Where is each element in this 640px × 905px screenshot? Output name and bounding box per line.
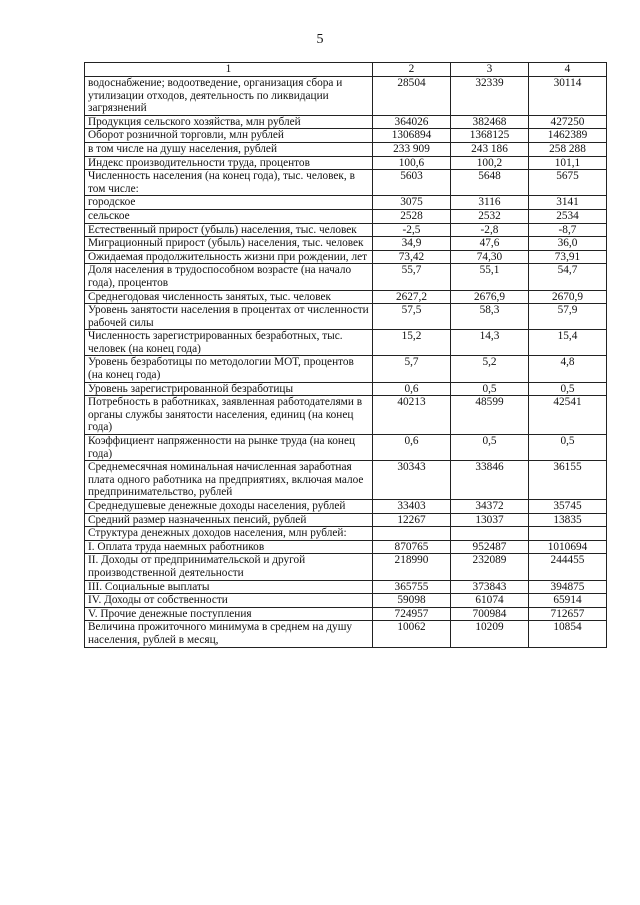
table-row (85, 621, 607, 647)
row-value: 3141 (529, 196, 607, 210)
row-value: 15,2 (373, 330, 451, 356)
row-label: I. Оплата труда наемных работников (85, 540, 373, 554)
row-value: 364026 (373, 115, 451, 129)
row-value: -8,7 (529, 223, 607, 237)
row-label: Численность зарегистрированных безработных, тыс. человек (на конец года) (85, 330, 373, 356)
row-value: 232089 (451, 554, 529, 580)
row-label: Среднегодовая численность занятых, тыс. человек (85, 290, 373, 304)
table-row (85, 250, 607, 264)
row-value: 724957 (373, 607, 451, 621)
row-label: Потребность в работниках, заявленная работодателями в органы службы занятости населения, единиц (на конец года) (85, 396, 373, 435)
row-label: II. Доходы от предпринимательской и другой производственной деятельности (85, 554, 373, 580)
row-value: 34372 (451, 500, 529, 514)
statistics-table (84, 62, 607, 648)
row-label: Коэффициент напряженности на рынке труда (на конец года) (85, 435, 373, 461)
row-value: 1368125 (451, 129, 529, 143)
row-value: 2670,9 (529, 290, 607, 304)
row-value: 258 288 (529, 142, 607, 156)
row-label: Естественный прирост (убыль) населения, тыс. человек (85, 223, 373, 237)
row-value: 10062 (373, 621, 451, 647)
row-value: 0,5 (529, 382, 607, 396)
row-label: Среднедушевые денежные доходы населения, рублей (85, 500, 373, 514)
row-value: -2,8 (451, 223, 529, 237)
row-value: 12267 (373, 513, 451, 527)
row-value: 0,5 (451, 382, 529, 396)
row-label: водоснабжение; водоотведение, организация сбора и утилизации отходов, деятельность по ликвидации загрязнений (85, 77, 373, 116)
table-row (85, 196, 607, 210)
row-value: -2,5 (373, 223, 451, 237)
row-value: 5675 (529, 170, 607, 196)
row-value: 13037 (451, 513, 529, 527)
table-row (85, 607, 607, 621)
table-row (85, 382, 607, 396)
table-row (85, 223, 607, 237)
row-value: 101,1 (529, 156, 607, 170)
row-value: 218990 (373, 554, 451, 580)
table-row (85, 554, 607, 580)
table-row (85, 356, 607, 382)
table-row (85, 435, 607, 461)
row-value: 2627,2 (373, 290, 451, 304)
row-value: 952487 (451, 540, 529, 554)
row-value: 427250 (529, 115, 607, 129)
column-header: 1 (85, 63, 373, 77)
table-body (85, 77, 607, 648)
table-row (85, 237, 607, 251)
row-value: 33846 (451, 461, 529, 500)
table-row (85, 330, 607, 356)
row-value: 30343 (373, 461, 451, 500)
table-row (85, 156, 607, 170)
table-row (85, 129, 607, 143)
row-value: 870765 (373, 540, 451, 554)
row-label: Оборот розничной торговли, млн рублей (85, 129, 373, 143)
row-value: 57,5 (373, 304, 451, 330)
row-label: Среднемесячная номинальная начисленная заработная плата одного работника на предприятиях, включая малое предпринимательство, рублей (85, 461, 373, 500)
row-value: 3116 (451, 196, 529, 210)
row-value: 42541 (529, 396, 607, 435)
row-label: Средний размер назначенных пенсий, рублей (85, 513, 373, 527)
row-value: 712657 (529, 607, 607, 621)
row-value: 48599 (451, 396, 529, 435)
row-value: 5603 (373, 170, 451, 196)
row-value: 73,42 (373, 250, 451, 264)
column-header: 3 (451, 63, 529, 77)
row-value: 243 186 (451, 142, 529, 156)
row-value: 47,6 (451, 237, 529, 251)
row-label: Структура денежных доходов населения, млн рублей: (85, 527, 373, 541)
row-label: Ожидаемая продолжительность жизни при рождении, лет (85, 250, 373, 264)
row-label: Величина прожиточного минимума в среднем на душу населения, рублей в месяц, (85, 621, 373, 647)
row-value (529, 527, 607, 541)
row-value: 30114 (529, 77, 607, 116)
row-value: 373843 (451, 580, 529, 594)
row-label: Доля населения в трудоспособном возрасте (на начало года), процентов (85, 264, 373, 290)
table-row (85, 264, 607, 290)
row-value: 3075 (373, 196, 451, 210)
row-label: Численность населения (на конец года), тыс. человек, в том числе: (85, 170, 373, 196)
row-value (373, 527, 451, 541)
row-value: 0,6 (373, 435, 451, 461)
row-value: 59098 (373, 594, 451, 608)
row-label: Индекс производительности труда, процентов (85, 156, 373, 170)
row-value: 244455 (529, 554, 607, 580)
row-value: 1306894 (373, 129, 451, 143)
table-row (85, 527, 607, 541)
row-value: 233 909 (373, 142, 451, 156)
table-row (85, 142, 607, 156)
row-value: 10209 (451, 621, 529, 647)
row-value: 36,0 (529, 237, 607, 251)
row-value: 0,6 (373, 382, 451, 396)
table-row (85, 304, 607, 330)
row-value: 34,9 (373, 237, 451, 251)
row-value: 700984 (451, 607, 529, 621)
table-row (85, 461, 607, 500)
row-value: 10854 (529, 621, 607, 647)
table-row (85, 594, 607, 608)
row-value: 40213 (373, 396, 451, 435)
row-value: 2528 (373, 209, 451, 223)
row-label: Продукция сельского хозяйства, млн рублей (85, 115, 373, 129)
row-value: 55,7 (373, 264, 451, 290)
column-header: 4 (529, 63, 607, 77)
row-value: 58,3 (451, 304, 529, 330)
row-value: 35745 (529, 500, 607, 514)
row-label: IV. Доходы от собственности (85, 594, 373, 608)
row-value: 2534 (529, 209, 607, 223)
column-header: 2 (373, 63, 451, 77)
row-value: 5648 (451, 170, 529, 196)
row-value: 28504 (373, 77, 451, 116)
row-label: III. Социальные выплаты (85, 580, 373, 594)
row-value: 0,5 (529, 435, 607, 461)
row-value: 14,3 (451, 330, 529, 356)
row-label: Уровень безработицы по методологии МОТ, процентов (на конец года) (85, 356, 373, 382)
row-value: 13835 (529, 513, 607, 527)
row-value: 5,7 (373, 356, 451, 382)
row-value: 33403 (373, 500, 451, 514)
row-value: 36155 (529, 461, 607, 500)
table-row (85, 500, 607, 514)
table-row (85, 115, 607, 129)
row-value: 1462389 (529, 129, 607, 143)
row-value: 65914 (529, 594, 607, 608)
row-value: 5,2 (451, 356, 529, 382)
row-label: сельское (85, 209, 373, 223)
table-row (85, 513, 607, 527)
row-value: 32339 (451, 77, 529, 116)
row-value: 100,6 (373, 156, 451, 170)
row-value: 15,4 (529, 330, 607, 356)
row-value: 394875 (529, 580, 607, 594)
page-number: 5 (316, 32, 324, 47)
table-row (85, 540, 607, 554)
row-value: 100,2 (451, 156, 529, 170)
row-label: Уровень зарегистрированной безработицы (85, 382, 373, 396)
row-value: 365755 (373, 580, 451, 594)
row-label: V. Прочие денежные поступления (85, 607, 373, 621)
table-row (85, 209, 607, 223)
row-value: 57,9 (529, 304, 607, 330)
row-value: 54,7 (529, 264, 607, 290)
row-value: 2532 (451, 209, 529, 223)
table-row (85, 580, 607, 594)
table-row (85, 396, 607, 435)
row-value: 2676,9 (451, 290, 529, 304)
table-header-row (85, 63, 607, 77)
table-row (85, 290, 607, 304)
table-row (85, 77, 607, 116)
row-label: Уровень занятости населения в процентах от численности рабочей силы (85, 304, 373, 330)
row-value: 74,30 (451, 250, 529, 264)
row-value: 4,8 (529, 356, 607, 382)
row-value: 1010694 (529, 540, 607, 554)
row-value: 73,91 (529, 250, 607, 264)
row-value: 61074 (451, 594, 529, 608)
row-label: городское (85, 196, 373, 210)
row-label: Миграционный прирост (убыль) населения, тыс. человек (85, 237, 373, 251)
row-label: в том числе на душу населения, рублей (85, 142, 373, 156)
row-value: 55,1 (451, 264, 529, 290)
row-value: 382468 (451, 115, 529, 129)
row-value: 0,5 (451, 435, 529, 461)
row-value (451, 527, 529, 541)
table-row (85, 170, 607, 196)
